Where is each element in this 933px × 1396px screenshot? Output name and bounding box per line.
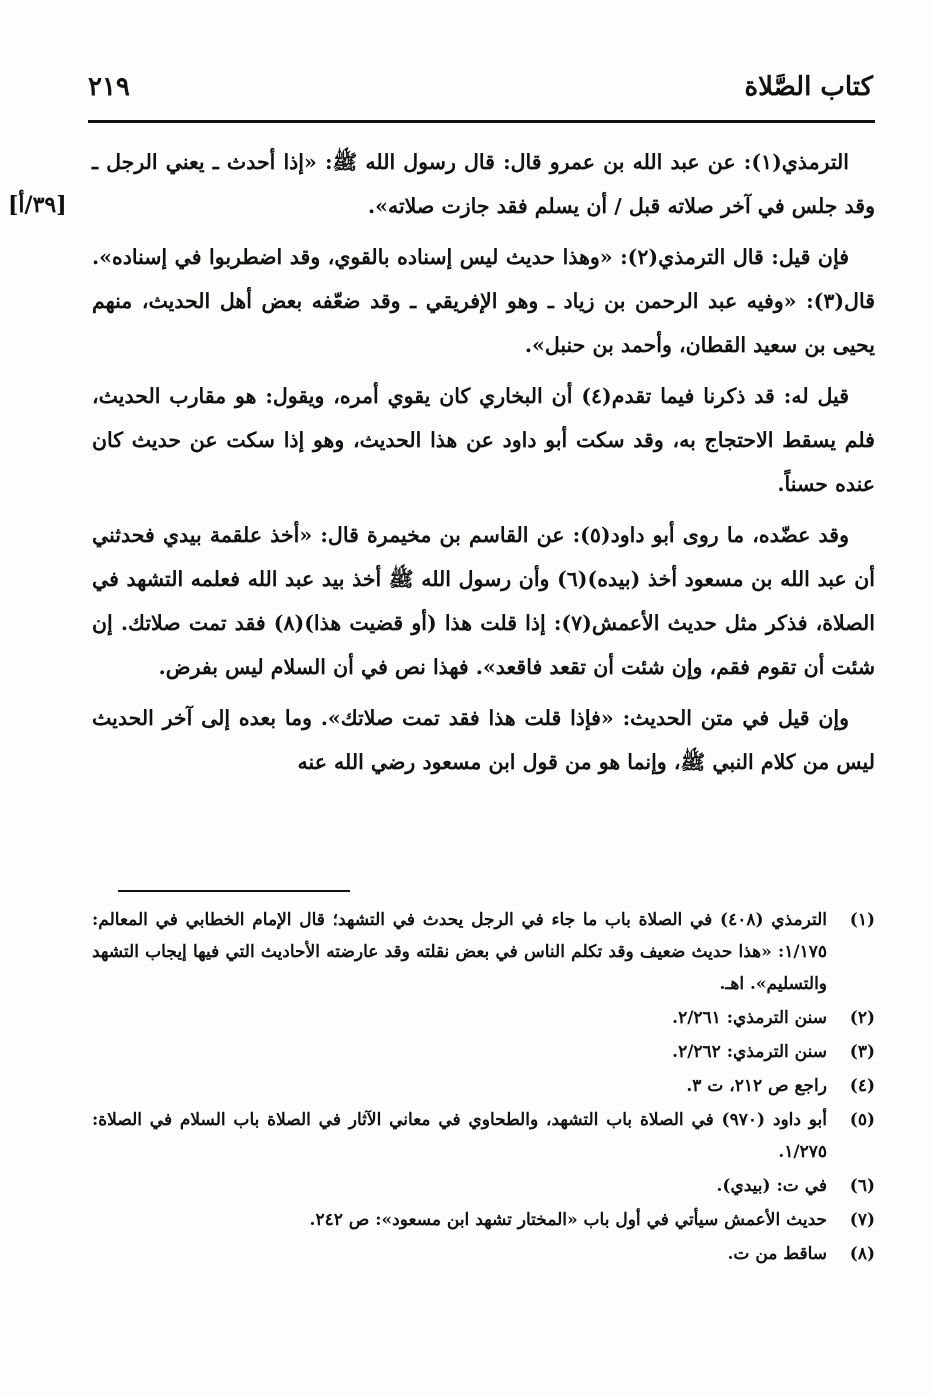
footnote <box>92 904 875 1000</box>
footnote-number: (٧) <box>849 1210 875 1230</box>
footnote-text: ساقط من ت. <box>727 1244 827 1264</box>
page-number: ٢١٩ <box>88 72 130 102</box>
footnote-number: (٦) <box>849 1176 875 1196</box>
footnote <box>92 1002 875 1034</box>
footnote <box>92 1036 875 1068</box>
footnote-text: في ت: (بيدي). <box>716 1176 827 1196</box>
footnote-number: (٥) <box>849 1110 875 1130</box>
footnote-text: سنن الترمذي: ٢/٢٦٢. <box>672 1042 827 1062</box>
footnote <box>92 1070 875 1102</box>
paragraph: وقد عضّده، ما روى أبو داود(٥): عن القاسم بن مخيمرة قال: «أخذ علقمة بيدي فحدثني أن عبد الله بن مسعود أخذ (بيده)(٦) وأن رسول الله ﷺ أخذ بيد عبد الله فعلمه التشهد في الصلاة، فذكر مثل حديث الأعمش(٧): إذا قلت هذا (أو قضيت هذا)(٨) فقد تمت صلاتك. إن شئت أن تقوم فقم، وإن شئت أن تقعد فاقعد». فهذا نص في أن السلام ليس بفرض. <box>92 523 875 679</box>
paragraph: وإن قيل في متن الحديث: «فإذا قلت هذا فقد تمت صلاتك». وما بعده إلى آخر الحديث ليس من كلام النبي ﷺ، وإنما هو من قول ابن مسعود رضي الله عنه <box>92 706 875 774</box>
footnote-text: أبو داود (٩٧٠) في الصلاة باب التشهد، والطحاوي في معاني الآثار في الصلاة باب السلام في الصلاة: ١/٢٧٥. <box>92 1110 827 1162</box>
footnote-text: الترمذي (٤٠٨) في الصلاة باب ما جاء في الرجل يحدث في التشهد؛ قال الإمام الخطابي في المعالم: ١/١٧٥: «هذا حديث ضعيف وقد تكلم الناس في بعض نقلته وقد عارضته الأحاديث التي فيها إيجاب التشهد والتسليم». اهـ. <box>92 910 827 994</box>
footnote-text: حديث الأعمش سيأتي في أول باب «المختار تشهد ابن مسعود»: ص ٢٤٢. <box>309 1210 827 1230</box>
footnote-separator <box>118 890 350 892</box>
footnote-number: (١) <box>849 910 875 930</box>
footnote-number: (٣) <box>849 1042 875 1062</box>
running-title: كتاب الصَّلاة <box>744 72 873 102</box>
paragraph: قيل له: قد ذكرنا فيما تقدم(٤) أن البخاري كان يقوي أمره، ويقول: هو مقارب الحديث، فلم يسقط الاحتجاج به، وقد سكت أبو داود عن هذا الحديث، وهو إذا سكت عن حديث كان عنده حسناً. <box>92 384 875 496</box>
footnote-number: (٨) <box>849 1244 875 1264</box>
footnote <box>92 1104 875 1168</box>
footnote <box>92 1238 875 1270</box>
footnote-text: سنن الترمذي: ٢/٢٦١. <box>672 1008 827 1028</box>
page-header <box>88 72 873 112</box>
footnote <box>92 1170 875 1202</box>
footnote <box>92 1204 875 1236</box>
paragraph: فإن قيل: قال الترمذي(٢): «وهذا حديث ليس إسناده بالقوي، وقد اضطربوا في إسناده». قال(٣): «وفيه عبد الرحمن بن زياد ـ وهو الإفريقي ـ وقد ضعّفه بعض أهل الحديث، منهم يحيى بن سعيد القطان، وأحمد بن حنبل». <box>92 245 875 357</box>
manuscript-folio-marker: [٣٩/أ] <box>8 192 67 218</box>
footnote-number: (٤) <box>849 1076 875 1096</box>
footnotes <box>92 904 875 1272</box>
main-text <box>92 140 875 791</box>
header-rule <box>88 120 875 123</box>
footnote-number: (٢) <box>849 1008 875 1028</box>
footnote-text: راجع ص ٢١٢، ت ٣. <box>686 1076 827 1096</box>
paragraph: الترمذي(١): عن عبد الله بن عمرو قال: قال رسول الله ﷺ: «إذا أحدث ـ يعني الرجل ـ وقد جلس في آخر صلاته قبل / أن يسلم فقد جازت صلاته». <box>92 150 875 218</box>
